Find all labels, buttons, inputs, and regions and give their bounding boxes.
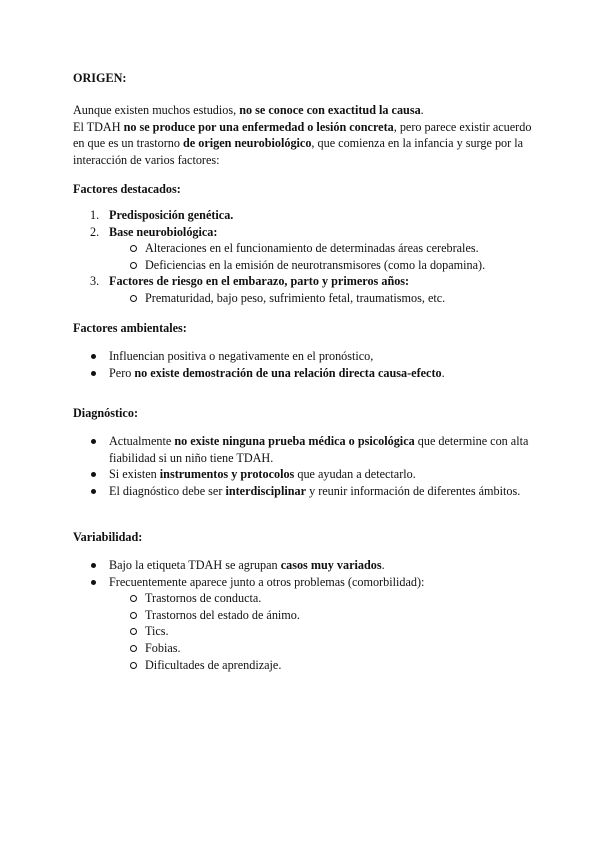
- text: Pero: [109, 365, 135, 380]
- factores-heading: Factores destacados:: [73, 182, 181, 196]
- list-item: [73, 483, 533, 500]
- text: .: [381, 558, 385, 572]
- sub-item-text: Tics.: [145, 624, 169, 639]
- list-item: [73, 433, 533, 466]
- text: .: [441, 365, 445, 380]
- list-item-label: Base neurobiológica:: [109, 224, 218, 239]
- list-number: 1.: [90, 208, 100, 222]
- hollow-bullet-icon: [130, 245, 137, 252]
- hollow-bullet-icon: [130, 645, 137, 652]
- origen-paragraph: [73, 102, 533, 168]
- variabilidad-list: [73, 557, 533, 673]
- list-item: [73, 224, 533, 241]
- bold-text: instrumentos y protocolos: [159, 467, 295, 482]
- list-number: 3.: [90, 274, 100, 289]
- hollow-bullet-icon: [130, 662, 137, 669]
- section-origen: [73, 70, 533, 87]
- sub-list-item: [73, 640, 533, 657]
- text: El TDAH: [73, 119, 124, 134]
- text: .: [420, 103, 424, 117]
- ambientales-heading: Factores ambientales:: [73, 321, 187, 335]
- text: Bajo la etiqueta TDAH se agrupan: [109, 558, 281, 572]
- section-diagnostico: [73, 405, 533, 422]
- sub-list-item: [73, 590, 533, 607]
- origen-p2: [73, 119, 533, 169]
- bullet-icon: [91, 472, 96, 477]
- sub-item-text: Alteraciones en el funcionamiento de determinadas áreas cerebrales.: [145, 241, 479, 256]
- bold-text: no se produce por una enfermedad o lesión concreta: [123, 119, 394, 134]
- list-item: [73, 574, 533, 591]
- bullet-icon: [91, 563, 96, 568]
- list-item-label: Factores de riesgo en el embarazo, parto y primeros años:: [109, 274, 410, 289]
- list-item: [73, 348, 533, 365]
- hollow-bullet-icon: [130, 295, 137, 302]
- sub-item-text: Dificultades de aprendizaje.: [145, 657, 282, 672]
- text: , que comienza en la infancia y surge por la interacción de varios factores:: [73, 136, 524, 167]
- bold-text: casos muy variados: [280, 558, 382, 572]
- sub-list-item: [73, 607, 533, 624]
- variabilidad-heading: Variabilidad:: [73, 530, 143, 544]
- text: Si existen: [109, 467, 160, 482]
- hollow-bullet-icon: [130, 628, 137, 635]
- sub-list-item: [73, 290, 533, 307]
- bullet-icon: [91, 439, 96, 444]
- list-item: [73, 207, 533, 224]
- list-item: [73, 365, 533, 382]
- text: que determine con alta fiabilidad si un niño tiene TDAH.: [109, 434, 529, 465]
- sub-item-text: Deficiencias en la emisión de neurotransmisores (como la dopamina).: [145, 257, 486, 272]
- section-factores: [73, 181, 533, 198]
- bullet-icon: [91, 489, 96, 494]
- list-item-text: Influencian positiva o negativamente en el pronóstico,: [109, 349, 374, 363]
- factores-list: [73, 207, 533, 307]
- text: Actualmente: [109, 434, 175, 448]
- text: , pero parece existir acuerdo en que es un trastorno: [73, 119, 532, 151]
- hollow-bullet-icon: [130, 595, 137, 602]
- bold-text: no existe ninguna prueba médica o psicológica: [174, 434, 415, 448]
- section-ambientales: [73, 320, 533, 337]
- sub-item-text: Trastornos de conducta.: [145, 591, 262, 606]
- section-variabilidad: [73, 529, 533, 546]
- bold-text: de origen neurobiológico: [183, 136, 312, 151]
- bullet-icon: [91, 354, 96, 359]
- list-item: [73, 557, 533, 574]
- origen-p1: [73, 102, 533, 119]
- list-item-label: Predisposición genética.: [109, 208, 234, 222]
- bullet-icon: [91, 580, 96, 585]
- text: que ayudan a detectarlo.: [294, 467, 416, 482]
- bullet-icon: [91, 371, 96, 376]
- sub-list-item: [73, 657, 533, 674]
- hollow-bullet-icon: [130, 612, 137, 619]
- origen-heading: ORIGEN:: [73, 71, 127, 85]
- hollow-bullet-icon: [130, 262, 137, 269]
- bold-text: no existe demostración de una relación directa causa-efecto: [134, 365, 442, 380]
- diagnostico-heading: Diagnóstico:: [73, 406, 138, 420]
- text: El diagnóstico debe ser: [109, 483, 226, 498]
- diagnostico-list: [73, 433, 533, 499]
- sub-list-item: [73, 623, 533, 640]
- sub-list-item: [73, 240, 533, 257]
- list-item: [73, 273, 533, 290]
- text: Aunque existen muchos estudios,: [73, 103, 240, 117]
- bold-text: no se conoce con exactitud la causa: [239, 103, 421, 117]
- sub-list-item: [73, 257, 533, 274]
- ambientales-list: [73, 348, 533, 381]
- text: y reunir información de diferentes ámbitos.: [306, 483, 521, 498]
- sub-item-text: Prematuridad, bajo peso, sufrimiento fetal, traumatismos, etc.: [145, 290, 446, 305]
- list-number: 2.: [90, 224, 100, 239]
- list-item: [73, 466, 533, 483]
- sub-item-text: Trastornos del estado de ánimo.: [145, 607, 300, 622]
- sub-item-text: Fobias.: [145, 640, 181, 655]
- list-item-text: Frecuentemente aparece junto a otros problemas (comorbilidad):: [109, 574, 425, 589]
- bold-text: interdisciplinar: [225, 483, 307, 498]
